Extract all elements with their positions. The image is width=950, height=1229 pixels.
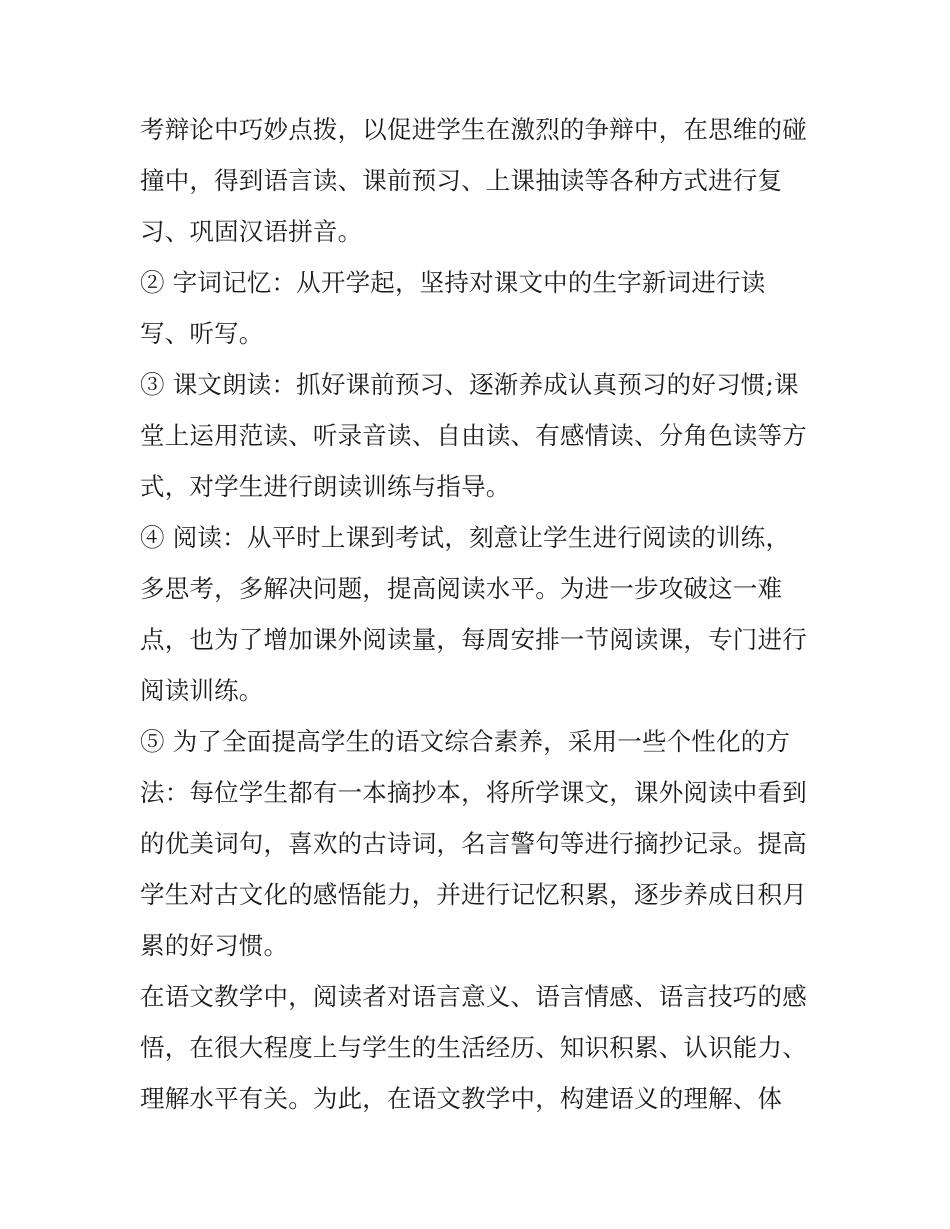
text-line: 考辩论中巧妙点拨，以促进学生在激烈的争辩中，在思维的碰 [140, 115, 807, 144]
text-line: 悟，在很大程度上与学生的生活经历、知识积累、认识能力、 [140, 1033, 807, 1062]
text-line: 式，对学生进行朗读训练与指导。 [140, 472, 511, 501]
text-line: 多思考，多解决问题，提高阅读水平。为进一步攻破这一难 [140, 574, 783, 603]
text-line: 堂上运用范读、听录音读、自由读、有感情读、分角色读等方 [140, 421, 807, 450]
text-line: 点，也为了增加课外阅读量，每周安排一节阅读课，专门进行 [140, 625, 807, 654]
text-line: 撞中，得到语言读、课前预习、上课抽读等各种方式进行复 [140, 166, 783, 195]
text-line: 习、巩固汉语拼音。 [140, 217, 363, 246]
document-body [140, 104, 820, 1124]
text-line: 在语文教学中，阅读者对语言意义、语言情感、语言技巧的感 [140, 982, 807, 1011]
text-line: 理解水平有关。为此，在语文教学中，构建语义的理解、体 [140, 1084, 783, 1113]
text-line: 的优美词句，喜欢的古诗词，名言警句等进行摘抄记录。提高 [140, 829, 807, 858]
text-line: ⑤ 为了全面提高学生的语文综合素养，采用一些个性化的方 [140, 727, 791, 756]
text-line: ④ 阅读：从平时上课到考试，刻意让学生进行阅读的训练， [140, 523, 791, 552]
text-line: ② 字词记忆：从开学起，坚持对课文中的生字新词进行读 [140, 268, 766, 297]
text-line: 法：每位学生都有一本摘抄本，将所学课文，课外阅读中看到 [140, 778, 807, 807]
text-line: 累的好习惯。 [140, 931, 289, 960]
text-line: ③ 课文朗读：抓好课前预习、逐渐养成认真预习的好习惯;课 [140, 370, 799, 399]
text-line: 写、听写。 [140, 319, 264, 348]
text-line: 学生对古文化的感悟能力，并进行记忆积累，逐步养成日积月 [140, 880, 807, 909]
text-line: 阅读训练。 [140, 676, 264, 705]
